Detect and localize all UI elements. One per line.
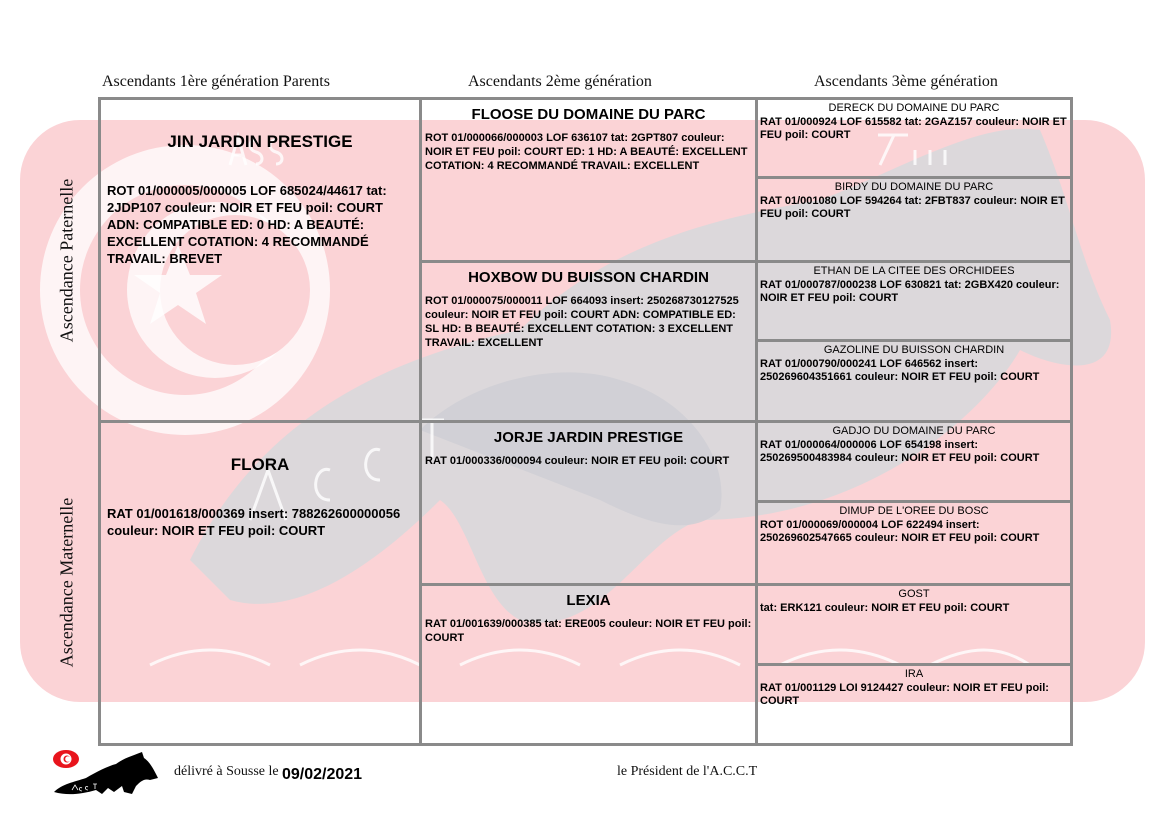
label-maternal: Ascendance Maternelle bbox=[56, 497, 77, 668]
parent-dam bbox=[98, 420, 422, 746]
dog-info: RAT 01/000336/000094 couleur: NOIR ET FEU poil: COURT bbox=[425, 455, 730, 467]
header-generation-1: Ascendants 1ère génération Parents bbox=[102, 73, 330, 90]
dog-name: FLOOSE DU DOMAINE DU PARC bbox=[471, 106, 706, 123]
dog-name: JIN JARDIN PRESTIGE bbox=[167, 132, 353, 151]
acct-logo bbox=[52, 748, 162, 796]
great-grandparent-5 bbox=[755, 420, 1073, 503]
parent-sire bbox=[98, 97, 422, 423]
grandparent-3 bbox=[419, 420, 758, 586]
dog-info: ROT 01/000005/000005 LOF 685024/44617 tat: 2JDP107 couleur: NOIR ET FEU poil: COURT ADN: COMPATIBLE ED: 0 HD: A BEAUTÉ: EXCELLENT COTATION: 4 RECOMMANDÉ TRAVAIL: BREVET bbox=[107, 183, 387, 266]
dog-name: LEXIA bbox=[566, 592, 611, 609]
president-label: le Président de l'A.C.C.T bbox=[617, 764, 758, 779]
dog-info: RAT 01/001618/000369 insert: 788262600000056 couleur: NOIR ET FEU poil: COURT bbox=[107, 506, 401, 538]
dog-name: IRA bbox=[904, 668, 924, 680]
dog-name: DERECK DU DOMAINE DU PARC bbox=[828, 102, 1000, 114]
dog-info: RAT 01/001639/000385 tat: ERE005 couleur: NOIR ET FEU poil: COURT bbox=[425, 618, 752, 644]
great-grandparent-7 bbox=[755, 583, 1073, 666]
grandparent-1 bbox=[419, 97, 758, 263]
dog-info: RAT 01/000064/000006 LOF 654198 insert: 250269500483984 couleur: NOIR ET FEU poil: COURT bbox=[760, 439, 1040, 464]
great-grandparent-3 bbox=[755, 260, 1073, 342]
great-grandparent-2 bbox=[755, 176, 1073, 263]
dog-name: ETHAN DE LA CITEE DES ORCHIDEES bbox=[813, 265, 1015, 277]
dog-info: tat: ERK121 couleur: NOIR ET FEU poil: COURT bbox=[760, 602, 1010, 614]
great-grandparent-4 bbox=[755, 339, 1073, 423]
great-grandparent-1 bbox=[755, 97, 1073, 179]
dog-info: ROT 01/000075/000011 LOF 664093 insert: 250268730127525 couleur: NOIR ET FEU poil: COURT ADN: COMPATIBLE ED: SL HD: B BEAUTÉ: EXCELLENT COTATION: 3 EXCELLENT TRAVAIL: EXCELLENT bbox=[425, 295, 739, 349]
dog-name: GAZOLINE DU BUISSON CHARDIN bbox=[823, 344, 1005, 356]
great-grandparent-8 bbox=[755, 663, 1073, 746]
header-generation-2: Ascendants 2ème génération bbox=[468, 73, 652, 90]
dog-info: RAT 01/000924 LOF 615582 tat: 2GAZ157 couleur: NOIR ET FEU poil: COURT bbox=[760, 116, 1067, 141]
dog-name: JORJE JARDIN PRESTIGE bbox=[493, 429, 684, 446]
dog-name: GOST bbox=[898, 588, 930, 600]
dog-name: BIRDY DU DOMAINE DU PARC bbox=[834, 181, 994, 193]
grandparent-4 bbox=[419, 583, 758, 746]
dog-info: RAT 01/001080 LOF 594264 tat: 2FBT837 couleur: NOIR ET FEU poil: COURT bbox=[760, 195, 1065, 220]
dog-info: ROT 01/000066/000003 LOF 636107 tat: 2GPT807 couleur: NOIR ET FEU poil: COURT ED: 1 HD: A BEAUTÉ: EXCELLENT COTATION: 4 RECOMMANDÉ TRAVAIL: EXCELLENT bbox=[425, 132, 748, 172]
delivered-label: délivré à Sousse le : bbox=[174, 764, 286, 779]
great-grandparent-6 bbox=[755, 500, 1073, 586]
label-paternal: Ascendance Paternelle bbox=[56, 178, 77, 343]
dog-info: RAT 01/000787/000238 LOF 630821 tat: 2GBX420 couleur: NOIR ET FEU poil: COURT bbox=[760, 279, 1060, 304]
dog-name: GADJO DU DOMAINE DU PARC bbox=[832, 425, 996, 437]
dog-name: HOXBOW DU BUISSON CHARDIN bbox=[468, 269, 709, 286]
dog-info: RAT 01/000790/000241 LOF 646562 insert: 250269604351661 couleur: NOIR ET FEU poil: COURT bbox=[760, 358, 1040, 383]
dog-info: RAT 01/001129 LOI 9124427 couleur: NOIR ET FEU poil: COURT bbox=[760, 682, 1049, 707]
issue-date: 09/02/2021 bbox=[282, 766, 363, 783]
header-generation-3: Ascendants 3ème génération bbox=[814, 73, 998, 90]
dog-name: DIMUP DE L'OREE DU BOSC bbox=[839, 505, 989, 517]
grandparent-2 bbox=[419, 260, 758, 423]
dog-name: FLORA bbox=[230, 455, 290, 474]
dog-info: ROT 01/000069/000004 LOF 622494 insert: 250269602547665 couleur: NOIR ET FEU poil: COURT bbox=[760, 519, 1040, 544]
